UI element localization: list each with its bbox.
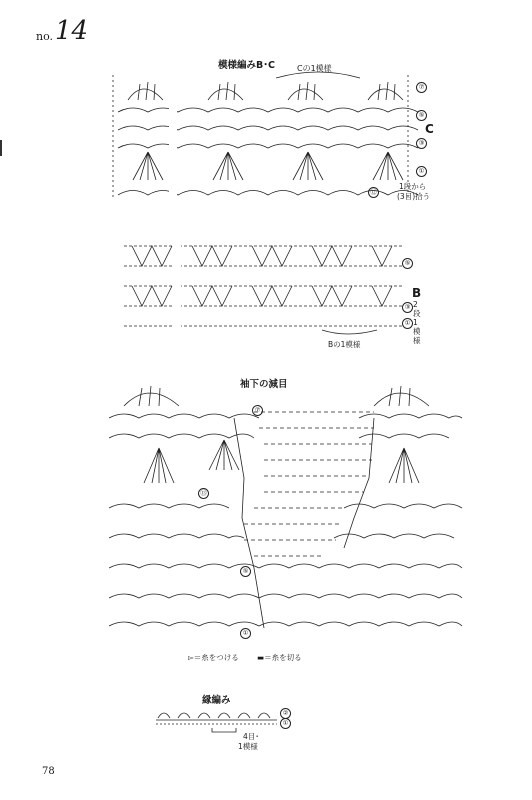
b-repeat-note: 2段1模様: [413, 300, 421, 345]
stitch-chart-underarm: [104, 378, 466, 640]
row-marker-edge-1: ①: [280, 718, 294, 729]
edge-repeat-line2: 1模様: [238, 742, 258, 751]
row-marker-b-3: ③: [402, 302, 416, 313]
row-marker-c-3: ③: [416, 138, 430, 149]
row-marker-underarm-1: ①: [240, 628, 254, 639]
row-marker-underarm-13: ⑬: [198, 488, 212, 499]
stitch-chart-c: [108, 60, 438, 210]
stitch-chart-b: [122, 238, 407, 338]
pickup-note-line1: 1段から: [399, 182, 427, 191]
page-edge-mark: [0, 140, 8, 156]
b-repeat-label: Bの1模様: [328, 340, 361, 349]
row-marker-b-5: ⑤: [402, 258, 416, 269]
row-marker-edge-2: ②: [280, 708, 294, 719]
pattern-number: 14: [55, 16, 89, 46]
row-marker-c-12: ⑫: [368, 187, 382, 198]
edge-repeat-line1: 4目･: [243, 732, 260, 741]
row-marker-b-1: ①: [402, 318, 416, 329]
page-number: 78: [42, 766, 55, 777]
row-marker-underarm-5: ⑤: [240, 566, 254, 577]
pickup-note-line2: (3目)拾う: [397, 192, 431, 201]
section-c-letter: C: [425, 122, 434, 136]
c-repeat-label: Cの1模様: [297, 64, 332, 73]
legend-cut-yarn: ▬＝糸を切る: [257, 653, 302, 662]
pattern-number-prefix: no.: [36, 30, 54, 43]
section-edge-title: 縁編み: [202, 695, 231, 706]
row-marker-underarm-7: ⑦: [252, 405, 266, 416]
section-b-letter: B: [412, 286, 422, 300]
legend-attach-yarn: ▻＝糸をつける: [188, 653, 239, 662]
stitch-chart-edging: [152, 704, 284, 734]
row-marker-c-1: ①: [416, 166, 430, 177]
section-underarm-title: 袖下の減目: [240, 379, 288, 390]
row-marker-c-5: ⑤: [416, 110, 430, 121]
section-bc-title: 模様編みB･C: [218, 60, 275, 71]
row-marker-c-7: ⑦: [416, 82, 430, 93]
